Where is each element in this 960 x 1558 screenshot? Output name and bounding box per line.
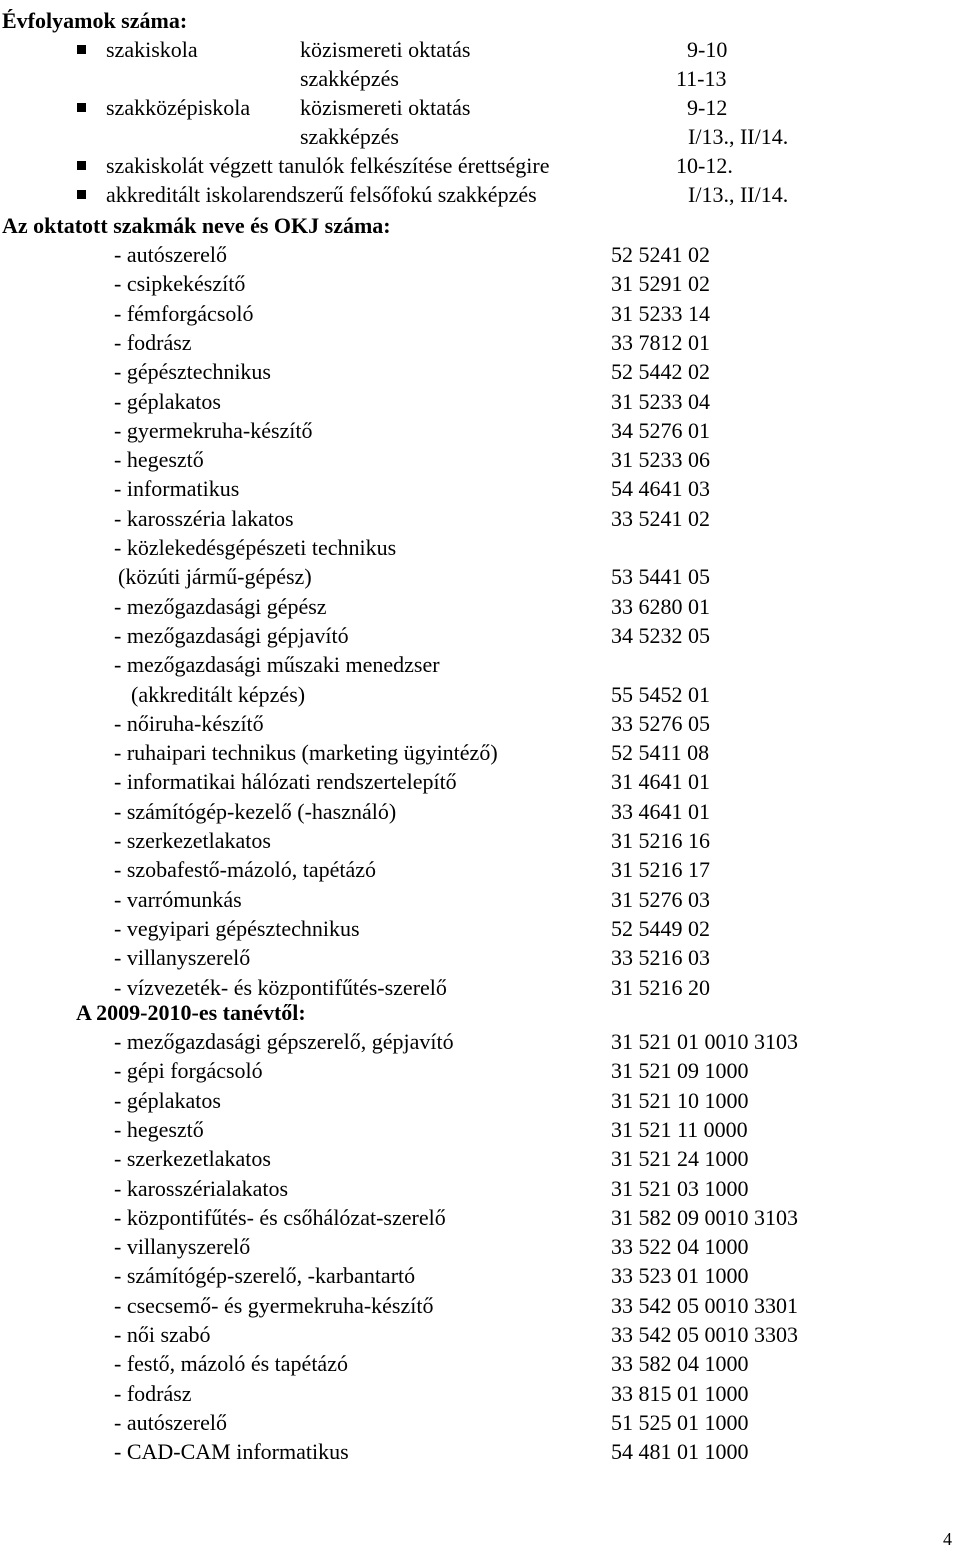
- profession-name: - géplakatos: [114, 1087, 221, 1113]
- profession-name: - informatikai hálózati rendszertelepítő: [114, 769, 457, 795]
- list-item: [0, 650, 960, 679]
- school-type: szakközépiskola: [106, 95, 251, 120]
- list-item: [0, 1232, 960, 1261]
- grade-years: I/13., II/14.: [688, 124, 789, 149]
- okj-code: 33 5216 03: [611, 945, 710, 971]
- okj-code: 31 5216 20: [611, 974, 710, 1000]
- okj-code: 33 523 01 1000: [611, 1263, 749, 1289]
- okj-code: 33 582 04 1000: [611, 1351, 749, 1377]
- grade-years: 11-13: [676, 66, 727, 91]
- profession-name: - gyermekruha-készítő: [114, 417, 313, 443]
- list-item: [0, 1086, 960, 1115]
- list-item: [0, 357, 960, 386]
- list-item: [0, 914, 960, 943]
- profession-name: - karosszéria lakatos: [114, 505, 294, 531]
- bullet-icon: [77, 103, 86, 112]
- okj-code: 52 5411 08: [611, 740, 710, 766]
- profession-name: - közlekedésgépészeti technikus: [114, 535, 397, 560]
- okj-code: 52 5449 02: [611, 915, 710, 941]
- okj-code: 52 5442 02: [611, 359, 710, 385]
- okj-code: 34 5232 05: [611, 622, 710, 648]
- profession-name: - karosszérialakatos: [114, 1175, 289, 1201]
- list-item: [0, 1144, 960, 1173]
- okj-code: 31 5233 04: [611, 388, 710, 414]
- grade-years: 10-12.: [676, 153, 733, 178]
- profession-name: - villanyszerelő: [114, 1234, 251, 1260]
- list-item: [0, 180, 960, 209]
- list-item: [0, 738, 960, 767]
- okj-code: 53 5441 05: [611, 564, 710, 590]
- okj-code: 33 815 01 1000: [611, 1380, 749, 1406]
- bullet-icon: [77, 161, 86, 170]
- profession-name: - központifűtés- és csőhálózat-szerelő: [114, 1204, 446, 1230]
- list-item: [0, 1291, 960, 1320]
- education-type: szakképzés: [300, 66, 399, 91]
- okj-code: 31 521 24 1000: [611, 1146, 749, 1172]
- profession-name: - hegesztő: [114, 1116, 204, 1142]
- profession-name: - ruhaipari technikus (marketing ügyintéző): [114, 740, 498, 766]
- education-type: közismereti oktatás: [300, 95, 471, 120]
- grade-years: I/13., II/14.: [688, 182, 789, 207]
- okj-code: 33 7812 01: [611, 329, 710, 355]
- section-title-szakmak: Az oktatott szakmák neve és OKJ száma:: [2, 213, 391, 238]
- list-item: [0, 35, 960, 64]
- section-title-evfolyamok: Évfolyamok száma:: [2, 8, 188, 33]
- list-item: [0, 64, 960, 93]
- okj-code: 31 521 11 0000: [611, 1116, 748, 1142]
- okj-code: 31 5276 03: [611, 886, 710, 912]
- grade-years: 9-10: [687, 37, 728, 62]
- okj-code: 33 4641 01: [611, 798, 710, 824]
- profession-name: - festő, mázoló és tapétázó: [114, 1351, 348, 1377]
- school-type: szakiskolát végzett tanulók felkészítése érettségire: [106, 153, 550, 178]
- list-item: [0, 621, 960, 650]
- okj-code: 31 5291 02: [611, 271, 710, 297]
- profession-name: - szerkezetlakatos: [114, 1146, 271, 1172]
- okj-code: 33 5241 02: [611, 505, 710, 531]
- list-item: [0, 299, 960, 328]
- list-item: [0, 1174, 960, 1203]
- list-item: [0, 474, 960, 503]
- list-item: [0, 1203, 960, 1232]
- profession-name: - mezőgazdasági gépész: [114, 593, 327, 619]
- list-item: [0, 240, 960, 269]
- bullet-icon: [77, 45, 86, 54]
- school-type: akkreditált iskolarendszerű felsőfokú szakképzés: [106, 182, 537, 207]
- profession-name: - csecsemő- és gyermekruha-készítő: [114, 1292, 434, 1318]
- okj-code: 33 542 05 0010 3303: [611, 1322, 798, 1347]
- okj-code: 54 4641 03: [611, 476, 710, 502]
- profession-name: (akkreditált képzés): [131, 681, 306, 707]
- list-item: [0, 151, 960, 180]
- school-type: szakiskola: [106, 37, 198, 62]
- profession-name: - vegyipari gépésztechnikus: [114, 915, 360, 941]
- list-item: [0, 592, 960, 621]
- profession-name: - nőiruha-készítő: [114, 710, 264, 736]
- okj-code: 31 521 09 1000: [611, 1058, 749, 1084]
- list-item: [0, 943, 960, 972]
- list-item: [0, 387, 960, 416]
- list-item: [0, 1115, 960, 1144]
- list-item: [0, 328, 960, 357]
- profession-name: - fémforgácsoló: [114, 300, 254, 326]
- list-item: [0, 1437, 960, 1466]
- okj-code: 55 5452 01: [611, 681, 710, 707]
- list-item: [0, 533, 960, 562]
- okj-code: 52 5241 02: [611, 242, 710, 267]
- profession-name: - fodrász: [114, 329, 192, 355]
- profession-name: - szobafestő-mázoló, tapétázó: [114, 857, 377, 883]
- profession-name: - vízvezeték- és központifűtés-szerelő: [114, 974, 447, 1000]
- profession-name: - mezőgazdasági gépjavító: [114, 622, 349, 648]
- profession-name: - autószerelő: [114, 242, 227, 267]
- profession-name: - női szabó: [114, 1322, 211, 1347]
- profession-name: - csipkekészítő: [114, 271, 246, 297]
- profession-name: - informatikus: [114, 476, 240, 502]
- okj-code: 34 5276 01: [611, 417, 710, 443]
- profession-name: - autószerelő: [114, 1409, 227, 1435]
- okj-code: 31 521 03 1000: [611, 1175, 749, 1201]
- okj-code: 31 521 10 1000: [611, 1087, 749, 1113]
- okj-code: 31 4641 01: [611, 769, 710, 795]
- grade-years: 9-12: [687, 95, 728, 120]
- okj-code: 51 525 01 1000: [611, 1409, 749, 1435]
- list-item: [0, 826, 960, 855]
- okj-code: 31 582 09 0010 3103: [611, 1204, 798, 1230]
- okj-code: 31 5233 14: [611, 300, 710, 326]
- okj-code: 54 481 01 1000: [611, 1439, 749, 1465]
- okj-code: 33 542 05 0010 3301: [611, 1292, 798, 1318]
- list-item: [0, 122, 960, 151]
- profession-name: - számítógép-kezelő (-használó): [114, 798, 397, 824]
- profession-name: - szerkezetlakatos: [114, 828, 271, 853]
- list-item: [0, 885, 960, 914]
- list-item: [0, 1349, 960, 1378]
- okj-code: 31 5216 17: [611, 857, 710, 883]
- profession-name: - gépésztechnikus: [114, 359, 271, 385]
- list-item: [0, 855, 960, 884]
- okj-code: 31 5233 06: [611, 447, 710, 473]
- list-item: [0, 1261, 960, 1290]
- list-item: [0, 1379, 960, 1408]
- okj-code: 33 522 04 1000: [611, 1234, 749, 1260]
- list-item: [0, 1056, 960, 1085]
- okj-code: 33 5276 05: [611, 710, 710, 736]
- profession-name: (közúti jármű-gépész): [118, 564, 312, 590]
- list-item: [0, 709, 960, 738]
- list-item: [0, 767, 960, 796]
- list-item: [0, 1027, 960, 1056]
- list-item: [0, 680, 960, 709]
- page-number: 4: [943, 1529, 952, 1549]
- list-item: [0, 93, 960, 122]
- profession-name: - varrómunkás: [114, 886, 242, 912]
- profession-name: - gépi forgácsoló: [114, 1058, 263, 1084]
- list-item: [0, 1320, 960, 1349]
- okj-code: 31 521 01 0010 3103: [611, 1029, 798, 1054]
- profession-name: - fodrász: [114, 1380, 192, 1406]
- list-item: [0, 269, 960, 298]
- profession-name: - géplakatos: [114, 388, 221, 414]
- bullet-icon: [77, 190, 86, 199]
- okj-code: 31 5216 16: [611, 828, 710, 853]
- profession-name: - számítógép-szerelő, -karbantartó: [114, 1263, 416, 1289]
- list-item: [0, 504, 960, 533]
- list-item: [0, 416, 960, 445]
- profession-name: - mezőgazdasági műszaki menedzser: [114, 652, 440, 678]
- okj-code: 33 6280 01: [611, 593, 710, 619]
- profession-name: - hegesztő: [114, 447, 204, 473]
- education-type: közismereti oktatás: [300, 37, 471, 62]
- list-item: [0, 562, 960, 591]
- section-title-2009: A 2009-2010-es tanévtől:: [76, 1000, 306, 1025]
- list-item: [0, 797, 960, 826]
- profession-name: - CAD-CAM informatikus: [114, 1439, 349, 1465]
- list-item: [0, 1408, 960, 1437]
- list-item: [0, 445, 960, 474]
- profession-name: - mezőgazdasági gépszerelő, gépjavító: [114, 1029, 454, 1054]
- education-type: szakképzés: [300, 124, 399, 149]
- profession-name: - villanyszerelő: [114, 945, 251, 971]
